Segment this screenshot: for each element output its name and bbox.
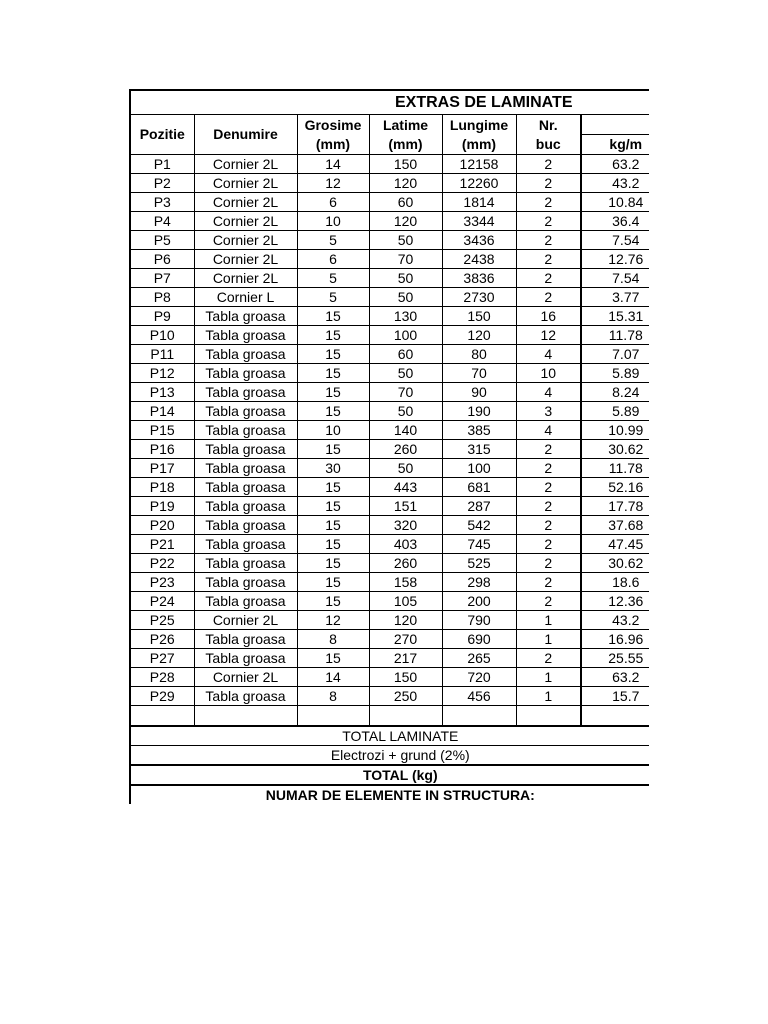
- cell-kgm: 47.45: [581, 535, 649, 554]
- cell-grosime: 15: [297, 516, 369, 535]
- cell-latime: 260: [369, 554, 442, 573]
- cell-latime: 70: [369, 250, 442, 269]
- cell-kgm: 7.54: [581, 231, 649, 250]
- cell-nr-buc: 1: [516, 687, 581, 706]
- cell-nr-buc: 12: [516, 326, 581, 345]
- blank-row: [130, 706, 649, 727]
- electrozi-row: [130, 746, 649, 766]
- cell-nr-buc: 2: [516, 440, 581, 459]
- cell-nr-buc: 2: [516, 478, 581, 497]
- cell-kgm: 25.55: [581, 649, 649, 668]
- header-latime: [369, 115, 442, 155]
- cell-grosime: 15: [297, 497, 369, 516]
- cell-kgm: 30.62: [581, 554, 649, 573]
- cell-lungime: 80: [442, 345, 516, 364]
- cell-grosime: 5: [297, 288, 369, 307]
- table-row: [130, 231, 649, 250]
- cell-pozitie: P18: [130, 478, 194, 497]
- blank-cell: [369, 706, 442, 727]
- cell-kgm: 18.6: [581, 573, 649, 592]
- cell-lungime: 2438: [442, 250, 516, 269]
- cell-pozitie: P27: [130, 649, 194, 668]
- cell-kgm: 10.99: [581, 421, 649, 440]
- cell-latime: 50: [369, 288, 442, 307]
- table-row: [130, 459, 649, 478]
- cell-latime: 270: [369, 630, 442, 649]
- cell-kgm: 12.36: [581, 592, 649, 611]
- cell-pozitie: P20: [130, 516, 194, 535]
- cell-grosime: 15: [297, 440, 369, 459]
- table-row: [130, 573, 649, 592]
- table-row: [130, 326, 649, 345]
- table-title-cell: [130, 90, 649, 115]
- table-row: [130, 421, 649, 440]
- cell-denumire: Tabla groasa: [194, 440, 297, 459]
- cell-denumire: Tabla groasa: [194, 383, 297, 402]
- cell-grosime: 15: [297, 307, 369, 326]
- cell-pozitie: P10: [130, 326, 194, 345]
- cell-denumire: Cornier 2L: [194, 269, 297, 288]
- blank-cell: [581, 706, 649, 727]
- cell-latime: 217: [369, 649, 442, 668]
- cell-kgm: 11.78: [581, 326, 649, 345]
- header-lungime-line1: Lungime: [449, 116, 509, 133]
- total-kg-row: [130, 765, 649, 785]
- numar-elemente-label: NUMAR DE ELEMENTE IN STRUCTURA:: [130, 785, 649, 804]
- cell-denumire: Cornier 2L: [194, 193, 297, 212]
- table-row: [130, 535, 649, 554]
- cell-grosime: 15: [297, 326, 369, 345]
- header-lungime: [442, 115, 516, 155]
- table-row: [130, 155, 649, 174]
- cell-pozitie: P4: [130, 212, 194, 231]
- cell-denumire: Cornier 2L: [194, 250, 297, 269]
- cell-latime: 120: [369, 174, 442, 193]
- table-footer: [130, 706, 649, 805]
- cell-pozitie: P7: [130, 269, 194, 288]
- cell-nr-buc: 1: [516, 668, 581, 687]
- cell-kgm: 7.54: [581, 269, 649, 288]
- cell-lungime: 150: [442, 307, 516, 326]
- table-row: [130, 611, 649, 630]
- cell-denumire: Tabla groasa: [194, 402, 297, 421]
- cell-grosime: 15: [297, 383, 369, 402]
- cell-lungime: 745: [442, 535, 516, 554]
- cell-nr-buc: 2: [516, 459, 581, 478]
- cell-pozitie: P24: [130, 592, 194, 611]
- cell-denumire: Cornier 2L: [194, 174, 297, 193]
- cell-latime: 60: [369, 193, 442, 212]
- cell-latime: 50: [369, 364, 442, 383]
- cell-grosime: 14: [297, 668, 369, 687]
- cell-lungime: 100: [442, 459, 516, 478]
- cell-denumire: Tabla groasa: [194, 478, 297, 497]
- total-laminate-row: [130, 726, 649, 746]
- cell-grosime: 30: [297, 459, 369, 478]
- cell-kgm: 52.16: [581, 478, 649, 497]
- cell-lungime: 315: [442, 440, 516, 459]
- cell-grosime: 12: [297, 174, 369, 193]
- cell-nr-buc: 2: [516, 288, 581, 307]
- table-row: [130, 497, 649, 516]
- table-row: [130, 440, 649, 459]
- cell-pozitie: P1: [130, 155, 194, 174]
- cell-kgm: 8.24: [581, 383, 649, 402]
- cell-latime: 403: [369, 535, 442, 554]
- cell-grosime: 10: [297, 421, 369, 440]
- cell-pozitie: P16: [130, 440, 194, 459]
- table-row: [130, 269, 649, 288]
- cell-kgm: 15.31: [581, 307, 649, 326]
- table-row: [130, 687, 649, 706]
- cell-pozitie: P8: [130, 288, 194, 307]
- cell-kgm: 17.78: [581, 497, 649, 516]
- cell-lungime: 1814: [442, 193, 516, 212]
- cell-denumire: Tabla groasa: [194, 459, 297, 478]
- cell-lungime: 525: [442, 554, 516, 573]
- cell-pozitie: P17: [130, 459, 194, 478]
- cell-latime: 120: [369, 611, 442, 630]
- cell-grosime: 5: [297, 269, 369, 288]
- electrozi-label: Electrozi + grund (2%): [130, 746, 649, 766]
- cell-lungime: 385: [442, 421, 516, 440]
- cell-pozitie: P11: [130, 345, 194, 364]
- cell-pozitie: P21: [130, 535, 194, 554]
- cell-lungime: 542: [442, 516, 516, 535]
- cell-kgm: 3.77: [581, 288, 649, 307]
- cell-grosime: 15: [297, 364, 369, 383]
- header-kgm-label: kg/m: [609, 136, 643, 152]
- cell-denumire: Tabla groasa: [194, 421, 297, 440]
- cell-pozitie: P23: [130, 573, 194, 592]
- cell-nr-buc: 2: [516, 155, 581, 174]
- cell-latime: 100: [369, 326, 442, 345]
- cell-pozitie: P25: [130, 611, 194, 630]
- cell-latime: 70: [369, 383, 442, 402]
- numar-elemente-row: [130, 785, 649, 804]
- cell-kgm: 30.62: [581, 440, 649, 459]
- cell-latime: 60: [369, 345, 442, 364]
- table-row: [130, 307, 649, 326]
- header-grosime: [297, 115, 369, 155]
- cell-pozitie: P26: [130, 630, 194, 649]
- cell-denumire: Cornier 2L: [194, 231, 297, 250]
- cell-grosime: 15: [297, 554, 369, 573]
- cell-nr-buc: 4: [516, 421, 581, 440]
- table-row: [130, 592, 649, 611]
- cell-lungime: 690: [442, 630, 516, 649]
- total-laminate-label: TOTAL LAMINATE: [130, 726, 649, 746]
- table-title: EXTRAS DE LAMINATE: [395, 94, 573, 111]
- cell-denumire: Tabla groasa: [194, 687, 297, 706]
- cell-latime: 320: [369, 516, 442, 535]
- cell-lungime: 90: [442, 383, 516, 402]
- cell-nr-buc: 2: [516, 573, 581, 592]
- cell-denumire: Cornier 2L: [194, 212, 297, 231]
- cell-kgm: 12.76: [581, 250, 649, 269]
- cell-kgm: 5.89: [581, 402, 649, 421]
- cell-latime: 150: [369, 155, 442, 174]
- cell-latime: 250: [369, 687, 442, 706]
- cell-nr-buc: 2: [516, 193, 581, 212]
- cell-denumire: Tabla groasa: [194, 516, 297, 535]
- cell-pozitie: P5: [130, 231, 194, 250]
- cell-denumire: Cornier 2L: [194, 155, 297, 174]
- cell-pozitie: P6: [130, 250, 194, 269]
- cell-nr-buc: 16: [516, 307, 581, 326]
- cell-latime: 150: [369, 668, 442, 687]
- table-row: [130, 345, 649, 364]
- cell-latime: 105: [369, 592, 442, 611]
- cell-lungime: 70: [442, 364, 516, 383]
- header-latime-line2: (mm): [388, 135, 423, 152]
- cell-denumire: Cornier L: [194, 288, 297, 307]
- cell-pozitie: P9: [130, 307, 194, 326]
- cell-denumire: Tabla groasa: [194, 592, 297, 611]
- cell-denumire: Tabla groasa: [194, 345, 297, 364]
- cell-nr-buc: 2: [516, 174, 581, 193]
- cell-kgm: 36.4: [581, 212, 649, 231]
- cell-latime: 443: [369, 478, 442, 497]
- cell-pozitie: P13: [130, 383, 194, 402]
- header-kgm-top-band: [582, 118, 649, 135]
- cell-pozitie: P12: [130, 364, 194, 383]
- cell-lungime: 12260: [442, 174, 516, 193]
- cell-nr-buc: 1: [516, 611, 581, 630]
- cell-grosime: 10: [297, 212, 369, 231]
- cell-denumire: Tabla groasa: [194, 535, 297, 554]
- laminate-sheet: [129, 89, 649, 804]
- cell-grosime: 8: [297, 687, 369, 706]
- cell-latime: 50: [369, 459, 442, 478]
- cell-nr-buc: 2: [516, 516, 581, 535]
- cell-grosime: 15: [297, 345, 369, 364]
- header-grosime-line1: Grosime: [304, 116, 362, 133]
- cell-grosime: 12: [297, 611, 369, 630]
- table-row: [130, 478, 649, 497]
- cell-grosime: 14: [297, 155, 369, 174]
- cell-kgm: 37.68: [581, 516, 649, 535]
- table-row: [130, 174, 649, 193]
- cell-nr-buc: 2: [516, 535, 581, 554]
- header-kgm: [581, 115, 649, 155]
- cell-latime: 120: [369, 212, 442, 231]
- header-latime-line1: Latime: [382, 116, 429, 133]
- cell-lungime: 3836: [442, 269, 516, 288]
- table-row: [130, 364, 649, 383]
- cell-pozitie: P2: [130, 174, 194, 193]
- cell-latime: 50: [369, 269, 442, 288]
- cell-lungime: 2730: [442, 288, 516, 307]
- table-row: [130, 649, 649, 668]
- cell-kgm: 11.78: [581, 459, 649, 478]
- table-row: [130, 212, 649, 231]
- cell-kgm: 7.07: [581, 345, 649, 364]
- cell-grosime: 15: [297, 402, 369, 421]
- cell-nr-buc: 2: [516, 554, 581, 573]
- cell-pozitie: P28: [130, 668, 194, 687]
- cell-latime: 260: [369, 440, 442, 459]
- table-row: [130, 402, 649, 421]
- blank-cell: [442, 706, 516, 727]
- cell-grosime: 5: [297, 231, 369, 250]
- cell-kgm: 43.2: [581, 611, 649, 630]
- cell-lungime: 12158: [442, 155, 516, 174]
- table-row: [130, 630, 649, 649]
- total-kg-label: TOTAL (kg): [130, 765, 649, 785]
- cell-nr-buc: 2: [516, 231, 581, 250]
- cell-denumire: Tabla groasa: [194, 497, 297, 516]
- header-nr-line1: Nr.: [538, 116, 558, 133]
- cell-lungime: 3436: [442, 231, 516, 250]
- cell-nr-buc: 2: [516, 212, 581, 231]
- cell-latime: 158: [369, 573, 442, 592]
- cell-denumire: Tabla groasa: [194, 326, 297, 345]
- cell-nr-buc: 3: [516, 402, 581, 421]
- table-row: [130, 554, 649, 573]
- cell-lungime: 790: [442, 611, 516, 630]
- cell-grosime: 15: [297, 592, 369, 611]
- header-grosime-line2: (mm): [315, 135, 351, 152]
- header-denumire: Denumire: [194, 115, 297, 155]
- table-row: [130, 193, 649, 212]
- cell-lungime: 456: [442, 687, 516, 706]
- cell-nr-buc: 2: [516, 269, 581, 288]
- title-row: [130, 90, 649, 115]
- cell-denumire: Tabla groasa: [194, 573, 297, 592]
- cell-kgm: 15.7: [581, 687, 649, 706]
- cell-latime: 50: [369, 402, 442, 421]
- table-row: [130, 516, 649, 535]
- cell-kgm: 5.89: [581, 364, 649, 383]
- cell-denumire: Cornier 2L: [194, 611, 297, 630]
- cell-lungime: 287: [442, 497, 516, 516]
- cell-pozitie: P15: [130, 421, 194, 440]
- table-row: [130, 668, 649, 687]
- cell-pozitie: P14: [130, 402, 194, 421]
- cell-pozitie: P19: [130, 497, 194, 516]
- cell-grosime: 15: [297, 649, 369, 668]
- cell-nr-buc: 2: [516, 250, 581, 269]
- cell-grosime: 8: [297, 630, 369, 649]
- cell-denumire: Tabla groasa: [194, 554, 297, 573]
- header-row: [130, 115, 649, 155]
- cell-nr-buc: 2: [516, 649, 581, 668]
- header-nr-buc: [516, 115, 581, 155]
- table-row: [130, 250, 649, 269]
- cell-lungime: 265: [442, 649, 516, 668]
- cell-grosime: 6: [297, 193, 369, 212]
- table-row: [130, 288, 649, 307]
- cell-lungime: 3344: [442, 212, 516, 231]
- cell-lungime: 190: [442, 402, 516, 421]
- laminate-table: [129, 89, 649, 804]
- cell-denumire: Tabla groasa: [194, 364, 297, 383]
- cell-grosime: 15: [297, 573, 369, 592]
- cell-grosime: 6: [297, 250, 369, 269]
- cell-grosime: 15: [297, 535, 369, 554]
- cell-lungime: 720: [442, 668, 516, 687]
- cell-nr-buc: 4: [516, 345, 581, 364]
- cell-lungime: 681: [442, 478, 516, 497]
- cell-latime: 130: [369, 307, 442, 326]
- cell-pozitie: P3: [130, 193, 194, 212]
- cell-denumire: Tabla groasa: [194, 649, 297, 668]
- cell-lungime: 200: [442, 592, 516, 611]
- blank-cell: [516, 706, 581, 727]
- blank-cell: [130, 706, 194, 727]
- cell-kgm: 10.84: [581, 193, 649, 212]
- cell-denumire: Tabla groasa: [194, 307, 297, 326]
- cell-latime: 50: [369, 231, 442, 250]
- header-pozitie: Pozitie: [130, 115, 194, 155]
- cell-denumire: Cornier 2L: [194, 668, 297, 687]
- cell-latime: 140: [369, 421, 442, 440]
- cell-kgm: 16.96: [581, 630, 649, 649]
- table-row: [130, 383, 649, 402]
- cell-latime: 151: [369, 497, 442, 516]
- cell-lungime: 120: [442, 326, 516, 345]
- table-body: [130, 155, 649, 706]
- cell-nr-buc: 2: [516, 592, 581, 611]
- cell-nr-buc: 4: [516, 383, 581, 402]
- blank-cell: [297, 706, 369, 727]
- cell-denumire: Tabla groasa: [194, 630, 297, 649]
- blank-cell: [194, 706, 297, 727]
- cell-nr-buc: 2: [516, 497, 581, 516]
- cell-nr-buc: 10: [516, 364, 581, 383]
- cell-kgm: 43.2: [581, 174, 649, 193]
- cell-pozitie: P22: [130, 554, 194, 573]
- cell-pozitie: P29: [130, 687, 194, 706]
- header-nr-line2: buc: [535, 135, 561, 152]
- cell-kgm: 63.2: [581, 668, 649, 687]
- cell-grosime: 15: [297, 478, 369, 497]
- cell-lungime: 298: [442, 573, 516, 592]
- cell-nr-buc: 1: [516, 630, 581, 649]
- header-lungime-line2: (mm): [461, 135, 497, 152]
- cell-kgm: 63.2: [581, 155, 649, 174]
